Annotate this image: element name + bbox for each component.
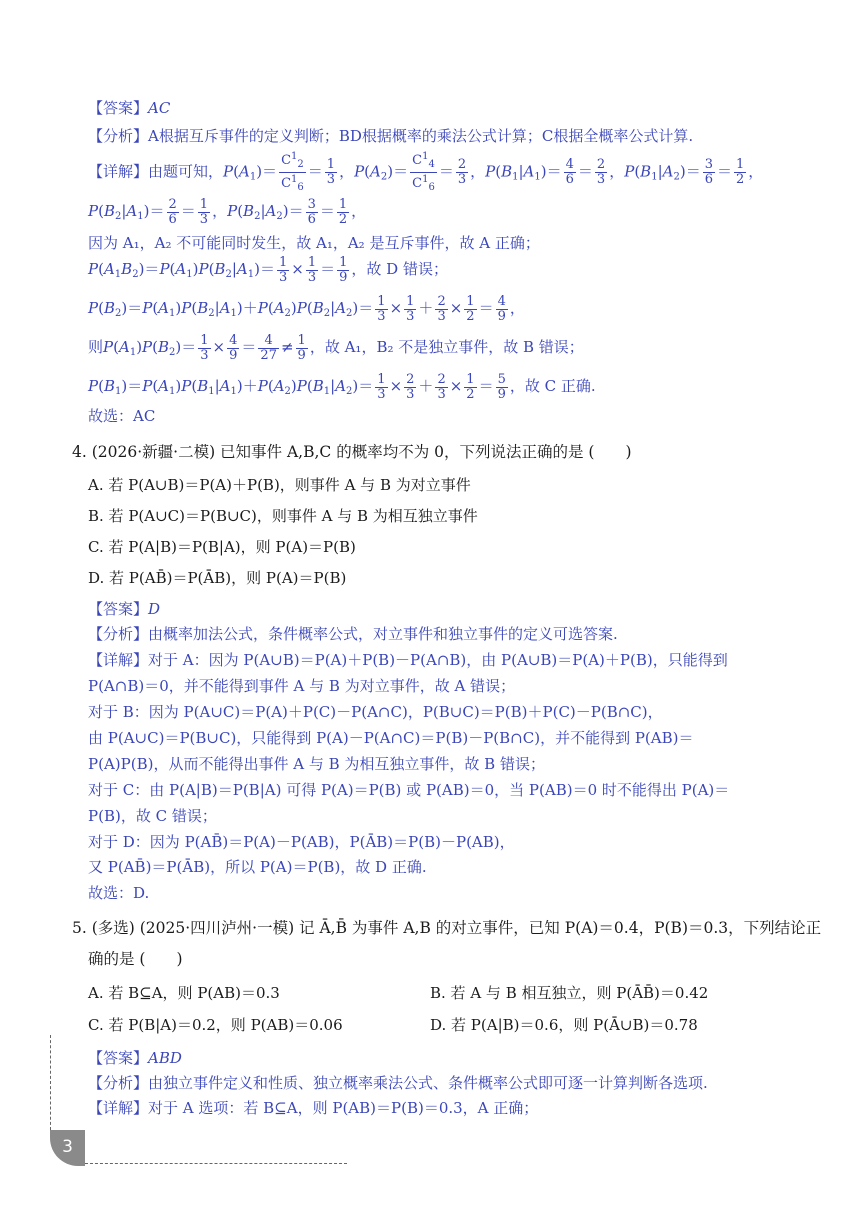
page-margin-dashed-line	[50, 1035, 51, 1130]
analysis-label: 【分析】	[88, 625, 149, 643]
line-c-tail: ，故 C 正确.	[509, 377, 596, 395]
detail-text: 对于 A 选项：若 B⊆A，则 P(AB)＝P(B)＝0.3，A 正确；	[148, 1099, 539, 1117]
answer-label: 【答案】	[88, 600, 149, 618]
q5-option-b: B. 若 A 与 B 相互独立，则 P(ĀB̄)＝0.42	[430, 984, 709, 1002]
q4-answer	[88, 599, 160, 619]
q5-answer	[88, 1048, 182, 1068]
q4-detail-line	[88, 650, 728, 670]
page-number: 3	[50, 1130, 85, 1166]
q3-detail-line1: 【详解】由题可知，$P(A_1)=$ $\frac{C^1_2}{C^1_6}$ ＝ $\frac{1}{3}$ ，$P(A_2)=$ $\frac{C^1_4}{C^1_6}$ ＝ $\frac{2}{3}$ ，$P(B_1|A_1)=$ $\frac{4}{6}$ ＝ $\frac{2}{3}$ ，$P(B_1|A_2)=$ $\frac{3}{6}$ ＝ $\frac{1}{2}$ ，	[88, 151, 764, 193]
answer-value: D	[148, 600, 161, 618]
q3-detail-line-c: $P(B_1)=P(A_1)P(B_1|A_1)+P(A_2)P(B_1|A_2)=$ $\frac{1}{3}$ × $\frac{2}{3}$ ＋ $\frac{2}{3}$ × $\frac{1}{2}$ ＝ $\frac{5}{9}$ ，故 C 正确.	[88, 371, 596, 402]
analysis-text: 由概率加法公式，条件概率公式，对立事件和独立事件的定义可选答案.	[148, 625, 618, 643]
q3-answer	[88, 98, 170, 118]
q3-detail-line-b: 则$P(A_1)P(B_2)=$ $\frac{1}{3}$ × $\frac{4}{9}$ ＝ $\frac{4}{27}$ ≠ $\frac{1}{9}$ ，故 A₁，B₂ 不是独立事件，故 B 错误；	[88, 332, 584, 363]
line-b-prefix: 则	[88, 338, 104, 356]
q4-option-b: B. 若 P(A∪C)＝P(B∪C)，则事件 A 与 B 为相互独立事件	[88, 507, 478, 525]
q5-detail	[88, 1098, 538, 1118]
answer-label: 【答案】	[88, 99, 149, 117]
q4-detail-line: 对于 B：因为 P(A∪C)＝P(A)＋P(C)－P(A∩C)，P(B∪C)＝P(B)＋P(C)－P(B∩C)，	[88, 703, 663, 721]
q4-detail-line: 对于 D：因为 P(AB̄)＝P(A)－P(AB)，P(ĀB)＝P(B)－P(AB)，	[88, 833, 515, 851]
analysis-text: 由独立事件定义和性质、独立概率乘法公式、条件概率公式即可逐一计算判断各选项.	[148, 1074, 708, 1092]
q4-analysis	[88, 624, 618, 644]
q4-detail-line: P(A)P(B)，从而不能得出事件 A 与 B 为相互独立事件，故 B 错误；	[88, 755, 545, 773]
detail-text: 对于 A：因为 P(A∪B)＝P(A)＋P(B)－P(A∩B)，由 P(A∪B)＝P(A)＋P(B)，只能得到	[148, 651, 728, 669]
analysis-label: 【分析】	[88, 1074, 149, 1092]
q3-detail-line-d: $P(A_1B_2)=P(A_1)P(B_2|A_1)=$ $\frac{1}{3}$ × $\frac{1}{3}$ ＝ $\frac{1}{9}$ ，故 D 错误；	[88, 254, 448, 285]
q4-detail-line: P(B)，故 C 错误；	[88, 807, 217, 825]
q5-stem-line2: 确的是 ( )	[88, 950, 183, 968]
q4-choose: 故选：D.	[88, 884, 150, 902]
q4-option-d: D. 若 P(AB̄)＝P(ĀB)，则 P(A)＝P(B)	[88, 569, 347, 587]
q3-detail-line-pb2: $P(B_2)=P(A_1)P(B_2|A_1)+P(A_2)P(B_2|A_2)=$ $\frac{1}{3}$ × $\frac{1}{3}$ ＋ $\frac{2}{3}$ × $\frac{1}{2}$ ＝ $\frac{4}{9}$ ，	[88, 293, 525, 324]
q4-option-c: C. 若 P(A|B)＝P(B|A)，则 P(A)＝P(B)	[88, 538, 356, 556]
line-b-tail: ，故 A₁，B₂ 不是独立事件，故 B 错误；	[309, 338, 584, 356]
q5-option-a: A. 若 B⊆A，则 P(AB)＝0.3	[88, 984, 280, 1002]
q3-detail-mutex: 因为 A₁，A₂ 不可能同时发生，故 A₁，A₂ 是互斥事件，故 A 正确；	[88, 234, 540, 252]
analysis-text: A根据互斥事件的定义判断；BD根据概率的乘法公式计算；C根据全概率公式计算.	[148, 127, 694, 145]
answer-value: ABD	[148, 1049, 182, 1067]
q4-detail-line: P(A∩B)＝0，并不能得到事件 A 与 B 为对立事件，故 A 错误；	[88, 677, 516, 695]
q5-analysis	[88, 1073, 708, 1093]
line-d-tail: ，故 D 错误；	[351, 260, 448, 278]
q5-option-c: C. 若 P(B|A)＝0.2，则 P(AB)＝0.06	[88, 1016, 343, 1034]
q3-choose: 故选：AC	[88, 407, 156, 425]
analysis-label: 【分析】	[88, 127, 149, 145]
q4-detail-line: 又 P(AB̄)＝P(ĀB)，所以 P(A)＝P(B)，故 D 正确.	[88, 858, 427, 876]
detail-label: 【详解】	[88, 651, 149, 669]
detail-label: 【详解】	[88, 1099, 149, 1117]
q5-stem-line1: 5. (多选) (2025·四川泸州·一模) 记 Ā,B̄ 为事件 A,B 的对立事件，已知 P(A)＝0.4，P(B)＝0.3，下列结论正	[72, 919, 822, 937]
q4-detail-line: 对于 C：由 P(A|B)＝P(B|A) 可得 P(A)＝P(B) 或 P(AB)＝0，当 P(AB)＝0 时不能得出 P(A)＝	[88, 781, 730, 799]
detail-intro: 由题可知，	[148, 162, 224, 181]
page-footer-dashed-line	[85, 1163, 347, 1164]
q4-option-a: A. 若 P(A∪B)＝P(A)＋P(B)，则事件 A 与 B 为对立事件	[88, 476, 471, 494]
q4-stem: 4. (2026·新疆·二模) 已知事件 A,B,C 的概率均不为 0，下列说法正确的是 ( )	[72, 443, 632, 461]
q3-analysis	[88, 126, 693, 146]
answer-label: 【答案】	[88, 1049, 149, 1067]
detail-label: 【详解】	[88, 162, 149, 181]
q4-detail-line: 由 P(A∪C)＝P(B∪C)，只能得到 P(A)－P(A∩C)＝P(B)－P(B∩C)，并不能得到 P(AB)＝	[88, 729, 694, 747]
q5-option-d: D. 若 P(A|B)＝0.6，则 P(Ā∪B)＝0.78	[430, 1016, 698, 1034]
answer-value: AC	[148, 99, 171, 117]
q3-detail-line2: $P(B_2|A_1)=$ $\frac{2}{6}$ ＝ $\frac{1}{3}$ ，$P(B_2|A_2)=$ $\frac{3}{6}$ ＝ $\frac{1}{2}$ ，	[88, 196, 367, 227]
